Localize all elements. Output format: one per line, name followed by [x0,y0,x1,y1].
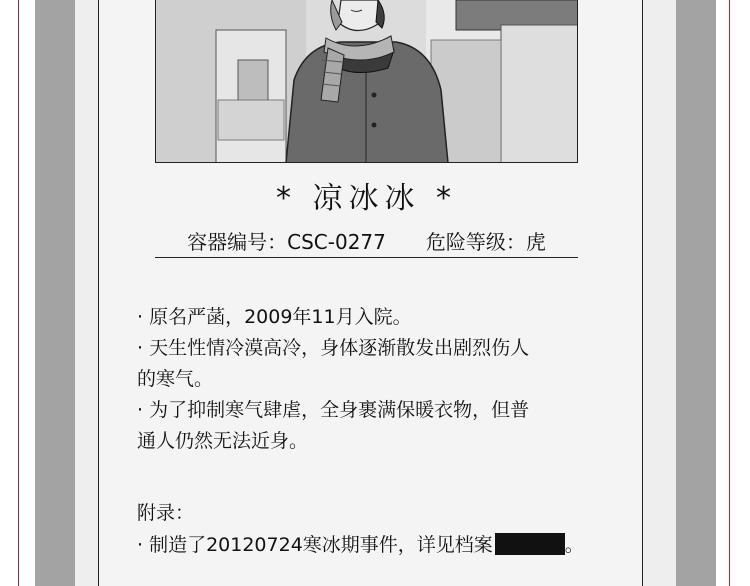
entry-line: · 为了抑制寒气肆虐，全身裹满保暖衣物，但普 [137,399,530,421]
container-info-line [155,228,578,258]
entry-origin [137,302,412,333]
danger-level: 危险等级：虎 [425,230,546,254]
entry-line: · 原名严菡，2009年11月入院。 [137,306,412,328]
entry-line: · 天生性情冷漠高冷，身体逐渐散发出剧烈伤人 [137,337,530,359]
entry-clothing [137,395,529,457]
appendix-text: · 制造了20120724寒冰期事件，详见档案 [137,534,493,556]
character-name: * 凉冰冰 * [275,181,458,216]
portrait-illustration [156,0,578,163]
entry-personality [137,333,529,395]
character-portrait [155,0,578,163]
left-gray-band [35,0,75,586]
redaction-bar [495,533,565,555]
entry-line: 通人仍然无法近身。 [137,430,309,452]
appendix-entry [137,530,584,557]
container-number: 容器编号：CSC-0277 [187,230,386,254]
appendix-label: 附录： [137,502,195,524]
appendix-end: 。 [564,534,584,556]
right-gray-band [676,0,716,586]
entry-line: 的寒气。 [137,368,214,390]
